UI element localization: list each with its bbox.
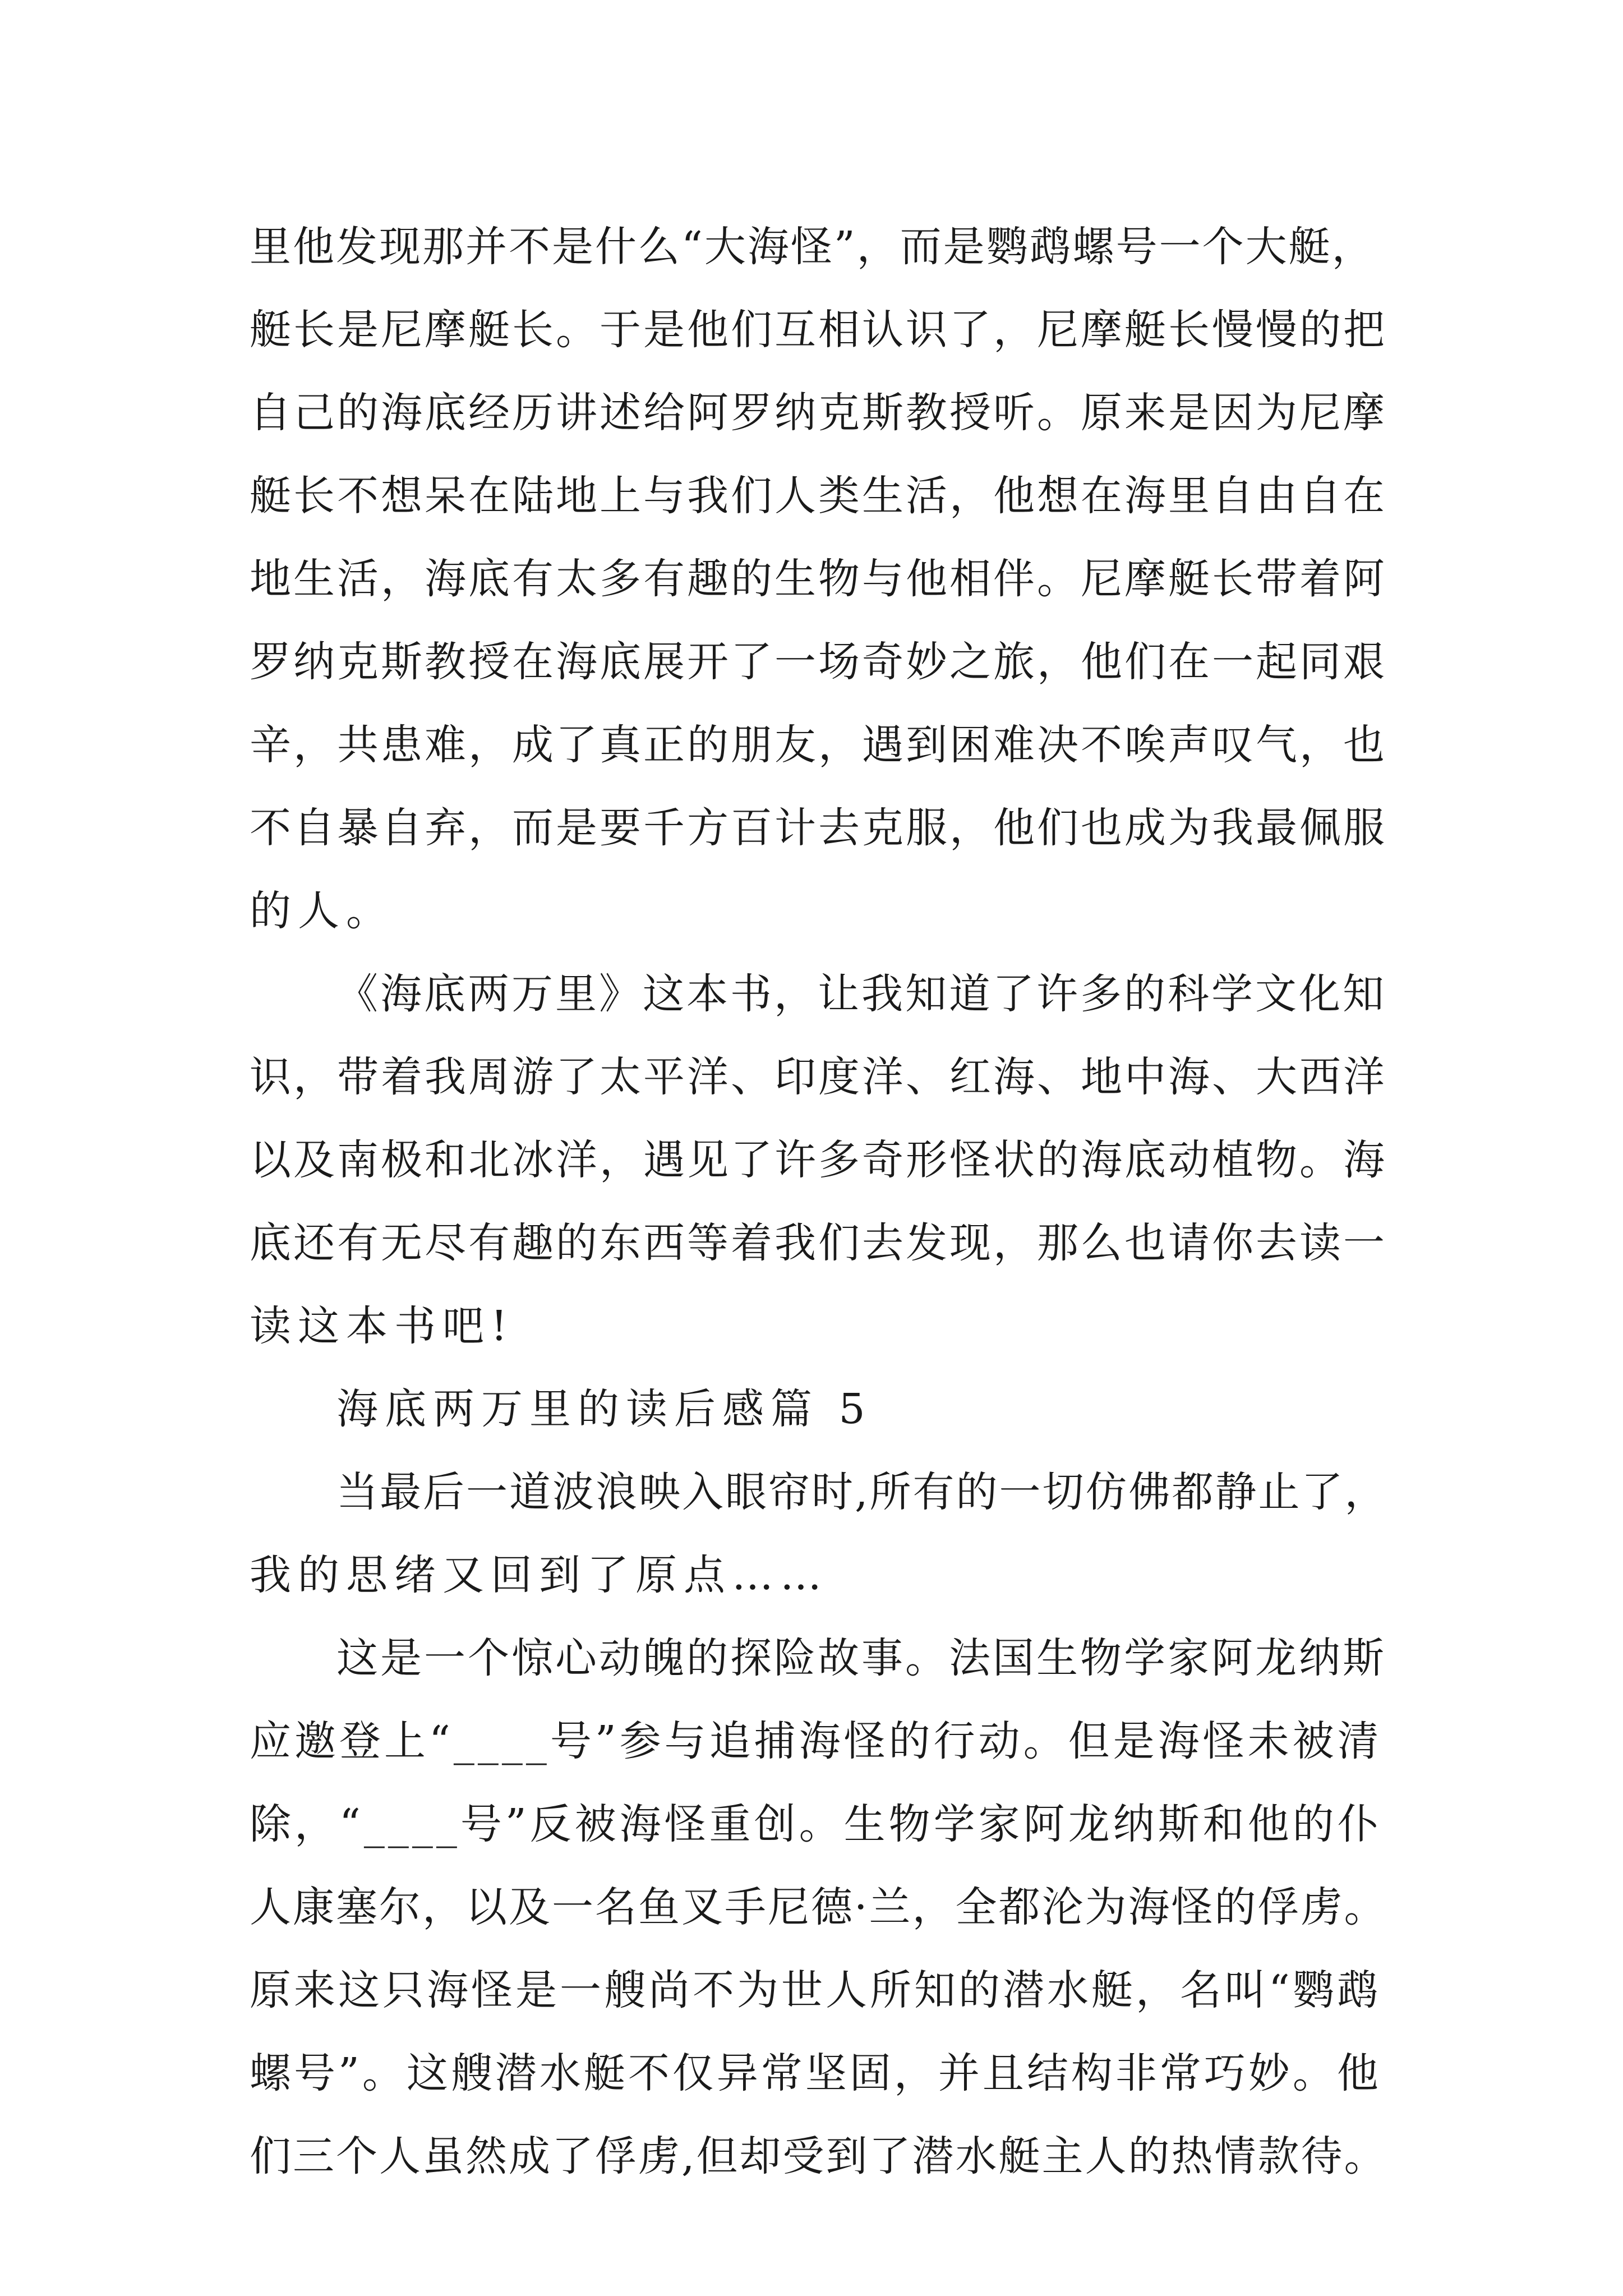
text-line: 《海底两万里》这本书，让我知道了许多的科学文化知 bbox=[336, 970, 1386, 1018]
text-line: 辛，共患难，成了真正的朋友，遇到困难决不唉声叹气，也 bbox=[250, 721, 1387, 769]
text-line: 地生活，海底有太多有趣的生物与他相伴。尼摩艇长带着阿 bbox=[250, 555, 1387, 603]
text-line: 应邀登上“____号”参与追捕海怪的行动。但是海怪未被清 bbox=[250, 1717, 1382, 1765]
text-line: 这是一个惊心动魄的探险故事。法国生物学家阿龙纳斯 bbox=[336, 1634, 1386, 1682]
text-line: 识，带着我周游了太平洋、印度洋、红海、地中海、大西洋 bbox=[250, 1053, 1387, 1101]
text-line: 海底两万里的读后感篇 5 bbox=[336, 1385, 872, 1433]
text-line: 当最后一道波浪映入眼帘时,所有的一切仿佛都静止了， bbox=[336, 1468, 1388, 1516]
text-line: 读这本书吧! bbox=[250, 1302, 514, 1350]
text-line: 除，“____号”反被海怪重创。生物学家阿龙纳斯和他的仆 bbox=[250, 1800, 1382, 1848]
text-line: 自己的海底经历讲述给阿罗纳克斯教授听。原来是因为尼摩 bbox=[250, 389, 1387, 437]
text-line: 人康塞尔，以及一名鱼叉手尼德·兰，全都沦为海怪的俘虏。 bbox=[250, 1883, 1387, 1931]
document-body bbox=[250, 205, 1388, 2198]
text-line: 艇长不想呆在陆地上与我们人类生活，他想在海里自由自在 bbox=[250, 472, 1387, 520]
text-line: 底还有无尽有趣的东西等着我们去发现，那么也请你去读一 bbox=[250, 1219, 1387, 1267]
text-line: 罗纳克斯教授在海底展开了一场奇妙之旅，他们在一起同艰 bbox=[250, 638, 1387, 686]
text-line: 螺号”。这艘潜水艇不仅异常坚固，并且结构非常巧妙。他 bbox=[250, 2049, 1381, 2097]
text-line: 我的思绪又回到了原点…… bbox=[250, 1551, 828, 1599]
text-line: 艇长是尼摩艇长。于是他们互相认识了，尼摩艇长慢慢的把 bbox=[250, 306, 1387, 354]
text-line: 不自暴自弃，而是要千方百计去克服，他们也成为我最佩服 bbox=[250, 804, 1387, 852]
text-line: 原来这只海怪是一艘尚不为世人所知的潜水艇，名叫“鹦鹉 bbox=[250, 1966, 1381, 2014]
text-line: 以及南极和北冰洋，遇见了许多奇形怪状的海底动植物。海 bbox=[250, 1136, 1387, 1184]
text-line: 的人。 bbox=[250, 887, 394, 935]
text-line: 们三个人虽然成了俘虏,但却受到了潜水艇主人的热情款待。 bbox=[250, 2132, 1387, 2180]
text-line: 里他发现那并不是什么“大海怪”，而是鹦鹉螺号一个大艇， bbox=[250, 223, 1375, 271]
